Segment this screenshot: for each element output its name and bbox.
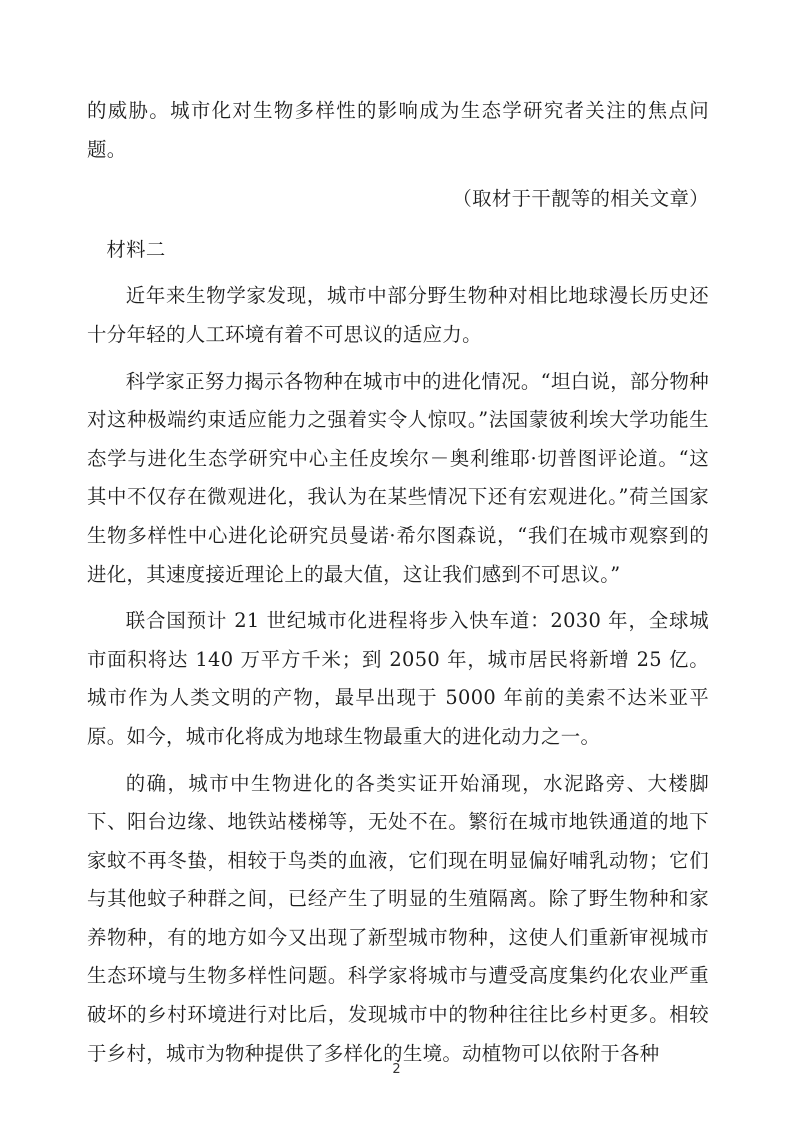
page-number: 2 bbox=[392, 1062, 401, 1077]
body-paragraph-2: 科学家正努力揭示各物种在城市中的进化情况。“坦白说，部分物种对这种极端约束适应能力之强着实令人惊叹。”法国蒙彼利埃大学功能生态学与进化生态学研究中心主任皮埃尔－奥利维耶·切普图评论道。“这其中不仅存在微观进化，我认为在某些情况下还有宏观进化。”荷兰国家生物多样性中心进化论研究员曼诺·希尔图森说，“我们在城市观察到的进化，其速度接近理论上的最大值，这让我们感到不可思议。” bbox=[87, 369, 709, 586]
material-heading: 材料二 bbox=[106, 237, 166, 261]
continued-paragraph: 的威胁。城市化对生物多样性的影响成为生态学研究者关注的焦点问题。 bbox=[87, 99, 709, 161]
body-paragraph-3: 联合国预计 21 世纪城市化进程将步入快车道：2030 年，全球城市面积将达 140 万平方千米；到 2050 年，城市居民将新增 25 亿。城市作为人类文明的产物，最早出现于 5000 年前的美索不达米亚平原。如今，城市化将成为地球生物最重大的进化动力之一。 bbox=[87, 609, 709, 748]
body-paragraph-4: 的确，城市中生物进化的各类实证开始涌现，水泥路旁、大楼脚下、阳台边缘、地铁站楼梯等，无处不在。繁衍在城市地铁通道的地下家蚊不再冬蛰，相较于鸟类的血液，它们现在明显偏好哺乳动物；它们与其他蚊子种群之间，已经产生了明显的生殖隔离。除了野生物种和家养物种，有的地方如今又出现了新型城市物种，这使人们重新审视城市生态环境与生物多样性问题。科学家将城市与遭受高度集约化农业严重破坏的乡村环境进行对比后，发现城市中的物种往往比乡村更多。相较于乡村，城市为物种提供了多样化的生境。动植物可以依附于各种 bbox=[87, 771, 709, 1065]
page-text-column bbox=[87, 92, 709, 1073]
body-paragraph-1: 近年来生物学家发现，城市中部分野生物种对相比地球漫长历史还十分年轻的人工环境有着不可思议的适应力。 bbox=[87, 284, 709, 346]
source-attribution: （取材于干靓等的相关文章） bbox=[452, 187, 709, 211]
